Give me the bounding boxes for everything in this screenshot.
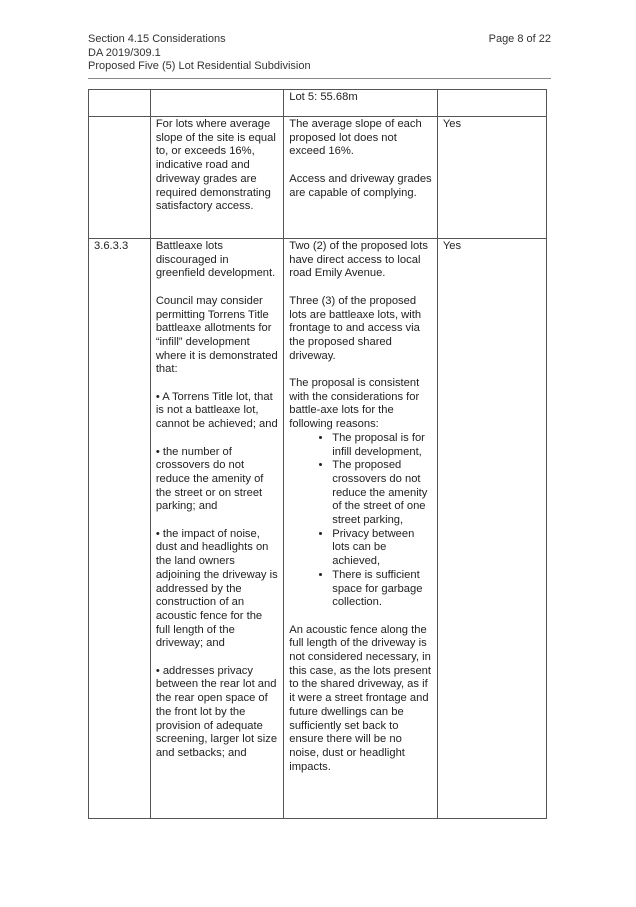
response-text: Lot 5: 55.68m xyxy=(289,91,358,103)
response-cell xyxy=(284,117,438,239)
page-number: Page 8 of 22 xyxy=(488,33,551,45)
response-text: Three (3) of the proposed lots are battleaxe lots, with frontage to and access via the proposed shared driveway. xyxy=(289,294,422,362)
requirement-cell xyxy=(150,239,283,819)
table-row xyxy=(89,117,547,239)
compliance-cell: Yes xyxy=(437,117,546,239)
list-item: • The proposed crossovers do not reduce the amenity of the street of one street parking, xyxy=(332,459,432,528)
requirement-text: • A Torrens Title lot, that is not a battleaxe lot, cannot be achieved; and xyxy=(155,390,278,431)
page-header xyxy=(88,33,551,79)
response-text: The average slope of each proposed lot does not exceed 16%. xyxy=(289,118,422,158)
response-text: An acoustic fence along the full length of the driveway is not considered necessary, in this case, as the lots present to the shared driveway, as if it were a street frontage and future dwellings can be sufficiently set back to ensure there will be no noise, dust or headlight impacts. xyxy=(289,623,432,773)
list-item: • Privacy between lots can be achieved, xyxy=(332,528,432,569)
response-text: Access and driveway grades are capable of complying. xyxy=(289,172,432,199)
considerations-table xyxy=(88,89,547,819)
response-text: Two (2) of the proposed lots have direct access to local road Emily Avenue. xyxy=(289,240,428,280)
response-cell xyxy=(284,90,438,117)
requirement-text: For lots where average slope of the site is equal to, or exceeds 16%, indicative road and driveway grades are required demonstrating satisfactory access. xyxy=(155,118,276,213)
clause-cell xyxy=(89,117,151,239)
table-row xyxy=(89,90,547,117)
compliance-cell xyxy=(437,90,546,117)
header-da-number: DA 2019/309.1 xyxy=(88,46,161,59)
requirement-cell xyxy=(150,90,283,117)
header-section-title: Section 4.15 Considerations xyxy=(88,33,226,45)
requirement-text: • the impact of noise, dust and headlights on the land owners adjoining the driveway is addressed by the construction of an acoustic fence for the full length of the driveway; and xyxy=(155,527,278,650)
requirement-text: Council may consider permitting Torrens Title battleaxe allotments for “infill” development where it is demonstrated that: xyxy=(155,294,278,376)
clause-cell xyxy=(89,90,151,117)
requirement-text: • addresses privacy between the rear lot and the rear open space of the front lot by the provision of adequate screening, larger lot size and setbacks; and xyxy=(155,664,278,759)
requirement-cell xyxy=(150,117,283,239)
requirement-text: Battleaxe lots discouraged in greenfield development. xyxy=(155,240,276,280)
reasons-list xyxy=(289,432,432,610)
header-proposal-title: Proposed Five (5) Lot Residential Subdivision xyxy=(88,60,311,72)
clause-cell: 3.6.3.3 xyxy=(89,239,151,819)
list-item: • The proposal is for infill development, xyxy=(332,432,432,459)
list-item: • There is sufficient space for garbage collection. xyxy=(332,569,432,610)
response-text: The proposal is consistent with the considerations for battle-axe lots for the following reasons: xyxy=(289,377,420,431)
requirement-text: • the number of crossovers do not reduce the amenity of the street or on street parking; and xyxy=(155,445,264,513)
response-cell xyxy=(284,239,438,819)
compliance-cell: Yes xyxy=(437,239,546,819)
table-row xyxy=(89,239,547,819)
